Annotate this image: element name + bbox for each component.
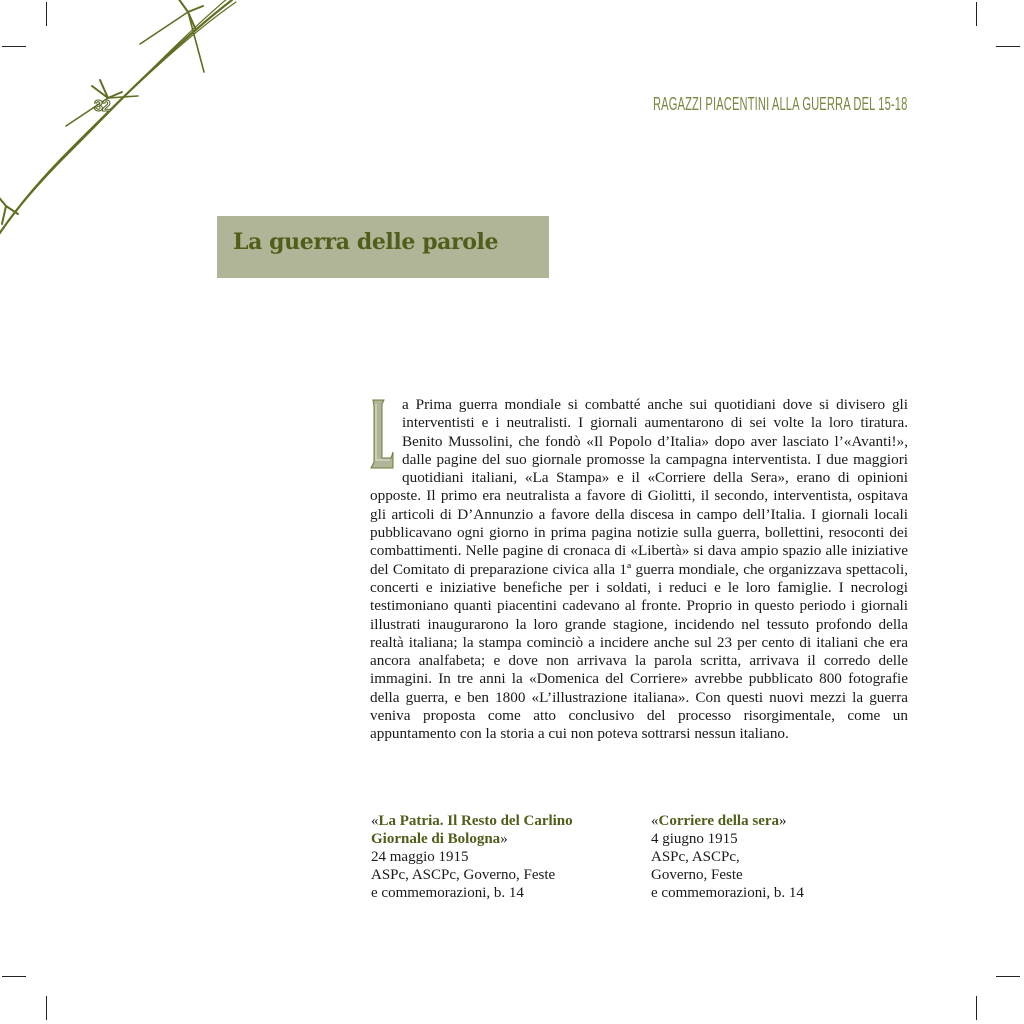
- caption-right: [651, 812, 911, 902]
- barbed-wire-icon: [0, 0, 240, 250]
- page-number: 32: [94, 98, 110, 115]
- caption-source: ASPc, ASCPc,: [651, 849, 740, 865]
- caption-source: ASPc, ASCPc, Governo, Feste: [371, 867, 556, 883]
- caption-left: [371, 812, 631, 902]
- article-body: [370, 396, 908, 744]
- caption-source: Governo, Feste: [651, 867, 743, 883]
- crop-mark: [996, 46, 1020, 47]
- drop-cap-icon: [370, 398, 394, 470]
- caption-source: e commemorazioni, b. 14: [371, 885, 524, 901]
- crop-mark: [996, 976, 1020, 977]
- caption-date: 4 giugno 1915: [651, 831, 738, 847]
- caption-title: La Patria. Il Resto del Carlino: [378, 813, 573, 829]
- crop-mark: [976, 2, 977, 26]
- article-text: a Prima guerra mondiale si combatté anche sui quotidiani dove si divisero gli interventisti e i neutralisti. I giornali aumentarono di sei volte la loro tiratura. Benito Mussolini, che fondò «Il Popolo d’Italia» dopo aver lasciato l’«Avanti!», dalle pagine del suo giornale promosse la campagna interventista. I due maggiori quotidiani italiani, «La Stampa» e il «Corriere della Sera», erano di opinioni opposte. Il primo era neutralista a favore di Giolitti, il secondo, interventista, ospitava gli articoli di D’Annunzio a favore della discesa in campo dell’Italia. I giornali locali pubblicavano ogni giorno in prima pagina notizie sulla guerra, bollettini, resoconti dei combattimenti. Nelle pagine di cronaca di «Libertà» si dava ampio spazio alle iniziative del Comitato di preparazione civica alla 1ª guerra mondiale, che organizzava spettacoli, concerti e iniziative benefiche per i soldati, i reduci e le loro famiglie. I necrologi testimoniano quanti piacentini cadevano al fronte. Proprio in questo periodo i giornali illustrati inaugurarono la loro grande stagione, incidendo nel tessuto profondo della realtà italiana; la stampa cominciò a incidere anche sul 23 per cento di italiani che era ancora analfabeta; e dove non arrivava la parola scritta, arrivava il corredo delle immagini. In tre anni la «Domenica del Corriere» avrebbe pubblicato 800 fotografie della guerra, e ben 1800 «L’illustrazione italiana». Con questi nuovi mezzi la guerra veniva proposta come atto conclusivo del processo risorgimentale, come un appuntamento con la storia a cui non poteva sottrarsi nessun italiano.: [370, 396, 908, 743]
- caption-open-quote: «: [651, 813, 659, 829]
- caption-title: Giornale di Bologna: [371, 831, 501, 847]
- caption-close-quote: »: [779, 813, 787, 829]
- crop-mark: [2, 976, 26, 977]
- caption-date: 24 maggio 1915: [371, 849, 469, 865]
- caption-open-quote: «: [371, 813, 379, 829]
- crop-mark: [976, 996, 977, 1020]
- caption-close-quote: »: [500, 831, 508, 847]
- running-head: RAGAZZI PIACENTINI ALLA GUERRA DEL 15-18: [652, 94, 907, 114]
- section-title-box: [217, 216, 549, 278]
- crop-mark: [46, 996, 47, 1020]
- caption-source: e commemorazioni, b. 14: [651, 885, 804, 901]
- section-title: La guerra delle parole: [233, 229, 499, 255]
- caption-title: Corriere della sera: [658, 813, 780, 829]
